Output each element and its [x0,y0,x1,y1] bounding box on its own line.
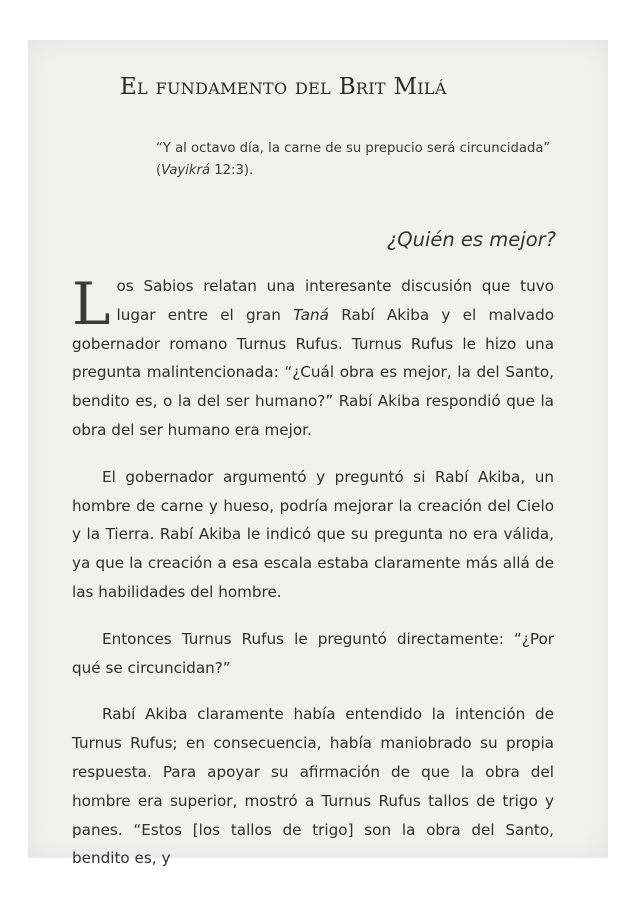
book-page [28,40,608,868]
epigraph-source-name: Vayikrá [161,163,211,178]
drop-cap: L [72,270,111,338]
epigraph-quote: “Y al octavo día, la carne de su prepucio será circuncidada” ( [156,141,551,178]
chapter-title: El fundamento del Brit Milá [120,74,447,100]
body-text [72,272,554,891]
section-heading: ¿Quién es mejor? [386,228,556,251]
paragraph-4: Rabí Akiba claramente había entendido la intención de Turnus Rufus; en consecuencia, había maniobrado su propia respuesta. Para apoyar su afirmación de que la obra del hombre era superior, mostró a Turnus Rufus tallos de trigo y panes. “Estos [los tallos de trigo] son la obra del Santo, bendito es, y [72,705,554,868]
paragraph-1-text-a: os Sabios relatan una interesante discusión que tuvo lugar entre el gran [116,277,554,324]
paragraph-1 [72,272,554,445]
epigraph [156,138,556,182]
epigraph-source-ref: 12:3). [210,163,254,178]
paragraph-1-italic: Taná [293,305,329,324]
paragraph-1-text-b: Rabí Akiba y el malvado gobernador romano Turnus Rufus. Turnus Rufus le hizo una pregunta malintencionada: “¿Cuál obra es mejor, la del Santo, bendito es, o la del ser humano?” Rabí Akiba respondió que la obra del ser humano era mejor. [72,305,554,439]
paragraph-2: El gobernador argumentó y preguntó si Rabí Akiba, un hombre de carne y hueso, podría mejorar la creación del Cielo y la Tierra. Rabí Akiba le indicó que su pregunta no era válida, ya que la creación a esa escala estaba claramente más allá de las habilidades del hombre. [72,467,554,601]
paragraph-3: Entonces Turnus Rufus le preguntó directamente: “¿Por qué se circuncidan?” [72,629,554,677]
